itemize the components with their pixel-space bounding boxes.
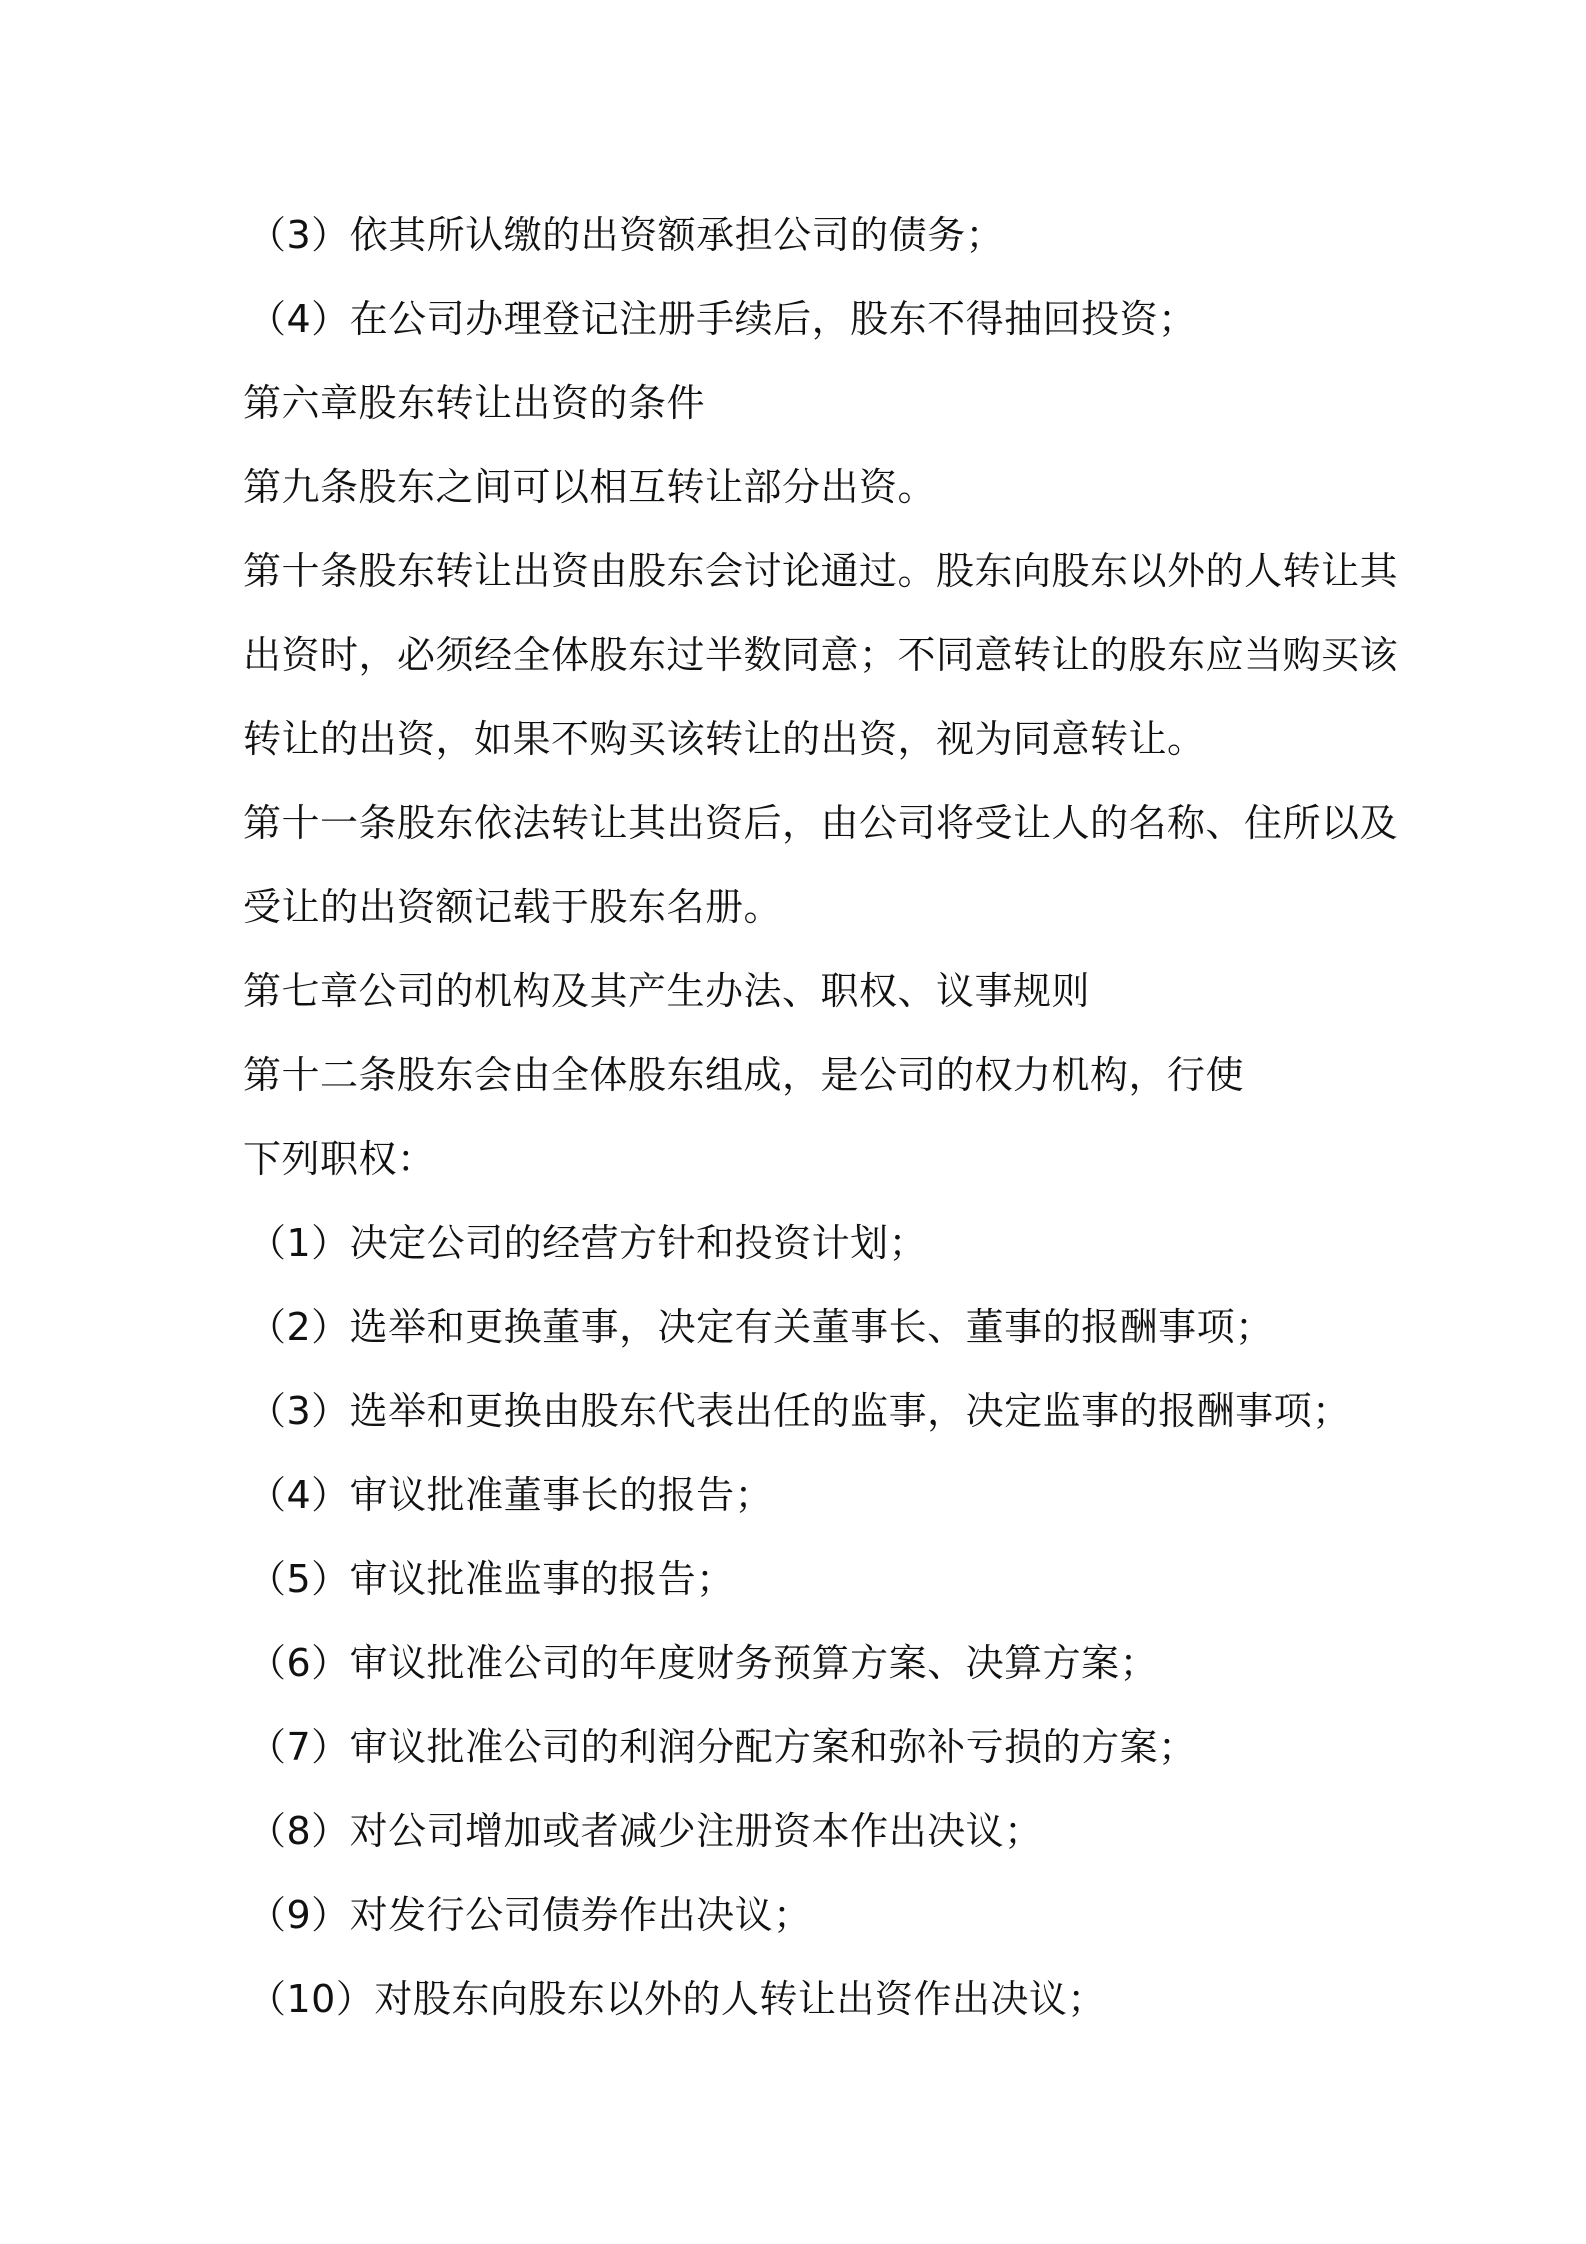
article-10-line-2: 出资时，必须经全体股东过半数同意；不同意转让的股东应当购买该 — [243, 633, 1399, 677]
power-item-6: （6）审议批准公司的年度财务预算方案、决算方案； — [248, 1641, 1159, 1685]
article-10-line-1: 第十条股东转让出资由股东会讨论通过。股东向股东以外的人转让其 — [243, 549, 1399, 593]
article-12-line-2: 下列职权： — [243, 1137, 436, 1181]
power-item-4: （4）审议批准董事长的报告； — [248, 1473, 774, 1517]
article-9: 第九条股东之间可以相互转让部分出资。 — [243, 465, 937, 509]
chapter-heading-6: 第六章股东转让出资的条件 — [243, 381, 706, 425]
power-item-8: （8）对公司增加或者减少注册资本作出决议； — [248, 1809, 1043, 1853]
clause-item-4-no-withdrawal: （4）在公司办理登记注册手续后，股东不得抽回投资； — [248, 297, 1197, 341]
article-12-line-1: 第十二条股东会由全体股东组成，是公司的权力机构，行使 — [243, 1053, 1245, 1097]
power-item-1: （1）决定公司的经营方针和投资计划； — [248, 1221, 928, 1265]
article-11-line-1: 第十一条股东依法转让其出资后，由公司将受让人的名称、住所以及 — [243, 801, 1399, 845]
clause-item-3-debt: （3）依其所认缴的出资额承担公司的债务； — [248, 213, 1005, 257]
power-item-5: （5）审议批准监事的报告； — [248, 1557, 735, 1601]
power-item-3: （3）选举和更换由股东代表出任的监事，决定监事的报酬事项； — [248, 1389, 1351, 1433]
article-10-line-3: 转让的出资，如果不购买该转让的出资，视为同意转让。 — [243, 717, 1206, 761]
power-item-10: （10）对股东向股东以外的人转让出资作出决议； — [248, 1977, 1106, 2021]
power-item-9: （9）对发行公司债券作出决议； — [248, 1893, 812, 1937]
document-body — [243, 193, 1399, 2041]
article-11-line-2: 受让的出资额记载于股东名册。 — [243, 885, 783, 929]
power-item-2: （2）选举和更换董事，决定有关董事长、董事的报酬事项； — [248, 1305, 1274, 1349]
power-item-7: （7）审议批准公司的利润分配方案和弥补亏损的方案； — [248, 1725, 1197, 1769]
chapter-heading-7: 第七章公司的机构及其产生办法、职权、议事规则 — [243, 969, 1091, 1013]
